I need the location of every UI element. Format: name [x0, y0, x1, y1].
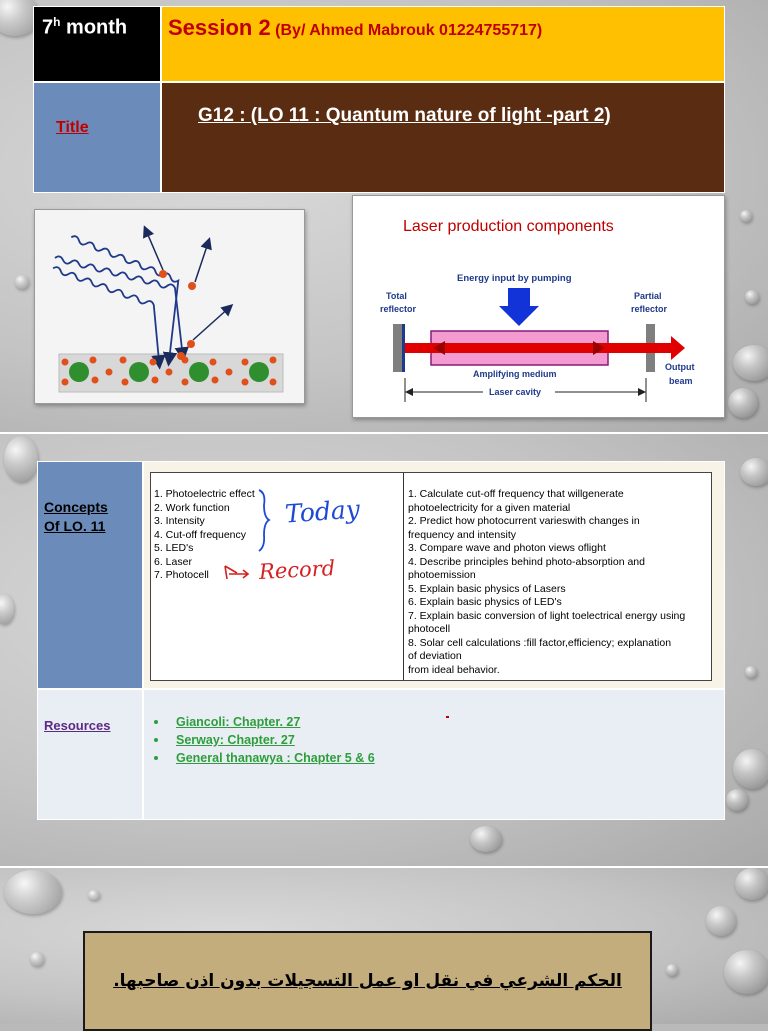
incoming-light-waves	[44, 236, 184, 366]
month-number: 7	[42, 16, 54, 39]
photoelectric-diagram	[35, 210, 304, 403]
resources-label: Resources	[44, 718, 111, 733]
column-divider	[403, 473, 404, 680]
objective-line: from ideal behavior.	[408, 663, 500, 676]
concepts-content-cell	[143, 461, 725, 689]
water-drop	[724, 950, 768, 994]
bullet-icon	[154, 756, 158, 760]
objective-line: frequency and intensity	[408, 528, 516, 541]
water-drop	[733, 345, 768, 381]
laser-heading: Laser production components	[403, 218, 614, 235]
topic-item: 7. Photocell	[154, 569, 209, 581]
objective-line: 3. Compare wave and photon views oflight	[408, 542, 606, 554]
session-cell	[161, 6, 725, 82]
resources-list	[154, 713, 375, 767]
objective-line: 2. Predict how photocurrent varieswith changes in	[408, 515, 640, 527]
ejected-electrons	[145, 228, 231, 340]
photoelectric-illustration	[34, 209, 305, 404]
concepts-label-line-1: Concepts	[44, 499, 108, 515]
resource-link[interactable]	[154, 713, 375, 731]
output-label-1: Output	[665, 362, 695, 372]
topic-item: 1. Photoelectric effect	[154, 488, 255, 500]
total-reflector	[393, 324, 402, 372]
water-drop	[88, 890, 100, 900]
notice-text: الحكم الشرعي في نقل او عمل التسجيلات بدون اذن صاحبها.	[113, 971, 622, 991]
objective-line: photoelectricity for a given material	[408, 501, 571, 514]
concepts-label-line-2: Of LO. 11	[44, 518, 106, 534]
objective-line: 8. Solar cell calculations :fill factor,efficiency; explanation	[408, 636, 672, 649]
month-cell	[33, 6, 161, 82]
session-author: (By/ Ahmed Mabrouk 01224755717)	[275, 22, 543, 39]
month-word: month	[66, 16, 128, 39]
partial-reflector-label-2: reflector	[631, 304, 668, 314]
water-drop	[0, 594, 14, 624]
slide-1	[0, 0, 768, 432]
month-suffix: h	[53, 15, 61, 29]
resource-link-text[interactable]: Serway: Chapter. 27	[176, 733, 295, 747]
medium-label: Amplifying medium	[473, 369, 557, 379]
title-label: Title	[56, 119, 89, 136]
energy-label: Energy input by pumping	[457, 273, 572, 284]
water-drop	[470, 826, 502, 852]
resources-content-cell	[143, 689, 725, 820]
objective-line: of deviation	[408, 650, 462, 662]
objective-line: 7. Explain basic conversion of light toelectrical energy using	[408, 609, 686, 622]
concepts-cell	[37, 461, 143, 689]
topic-item: 3. Intensity	[154, 515, 205, 527]
title-label-cell	[33, 82, 161, 193]
concepts-table	[150, 472, 712, 681]
bullet-icon	[154, 738, 158, 742]
water-drop	[740, 458, 768, 486]
resource-link-text[interactable]: General thanawya : Chapter 5 & 6	[176, 751, 375, 765]
topic-item: 2. Work function	[154, 501, 230, 514]
record-arrow	[225, 566, 248, 579]
water-drop	[4, 436, 38, 482]
total-reflector-label-1: Total	[386, 291, 407, 301]
bullet-icon	[154, 720, 158, 724]
objective-line: 6. Explain basic physics of LED's	[408, 596, 562, 608]
water-drop	[666, 964, 678, 976]
resources-cell	[37, 689, 143, 820]
resource-link-text[interactable]: Giancoli: Chapter. 27	[176, 715, 301, 729]
laser-diagram	[353, 196, 724, 417]
water-drop	[726, 789, 748, 811]
topic-item: 4. Cut-off frequency	[154, 528, 247, 541]
session-label: Session 2	[168, 15, 271, 40]
laser-beam	[405, 343, 675, 353]
objective-line: photocell	[408, 623, 451, 635]
water-drop	[706, 906, 736, 936]
laser-figure	[352, 195, 725, 418]
partial-reflector-label-1: Partial	[634, 291, 662, 301]
stray-mark	[446, 716, 449, 718]
water-drop	[728, 388, 758, 418]
objective-line: 5. Explain basic physics of Lasers	[408, 582, 566, 595]
notice-box	[83, 931, 652, 1031]
water-drop	[15, 275, 29, 289]
water-drop	[740, 210, 752, 222]
water-drop	[30, 952, 44, 966]
total-reflector-label-2: reflector	[380, 304, 417, 314]
title-text-cell	[161, 82, 725, 193]
handwritten-record: Record	[258, 556, 336, 584]
lo-table	[37, 461, 725, 820]
handwritten-today: Today	[284, 494, 361, 529]
topic-item: 5. LED's	[154, 542, 194, 554]
resource-link[interactable]	[154, 731, 375, 749]
water-drop	[735, 868, 768, 900]
topic-item: 6. Laser	[154, 555, 192, 568]
pump-arrow	[499, 288, 539, 326]
concepts-label	[44, 498, 108, 536]
objective-line: 4. Describe principles behind photo-absorption and	[408, 555, 645, 568]
cavity-label: Laser cavity	[489, 387, 542, 397]
water-drop	[733, 749, 768, 789]
water-drop	[4, 870, 62, 914]
lesson-title: G12 : (LO 11 : Quantum nature of light -part 2)	[198, 105, 611, 126]
output-label-2: beam	[669, 376, 693, 386]
resource-link[interactable]	[154, 749, 375, 767]
water-drop	[745, 290, 759, 304]
bracket-mark	[259, 490, 269, 551]
objective-line: photoemission	[408, 569, 476, 581]
objective-line: 1. Calculate cut-off frequency that willgenerate	[408, 488, 624, 500]
water-drop	[745, 666, 757, 678]
objectives-list	[408, 488, 685, 677]
